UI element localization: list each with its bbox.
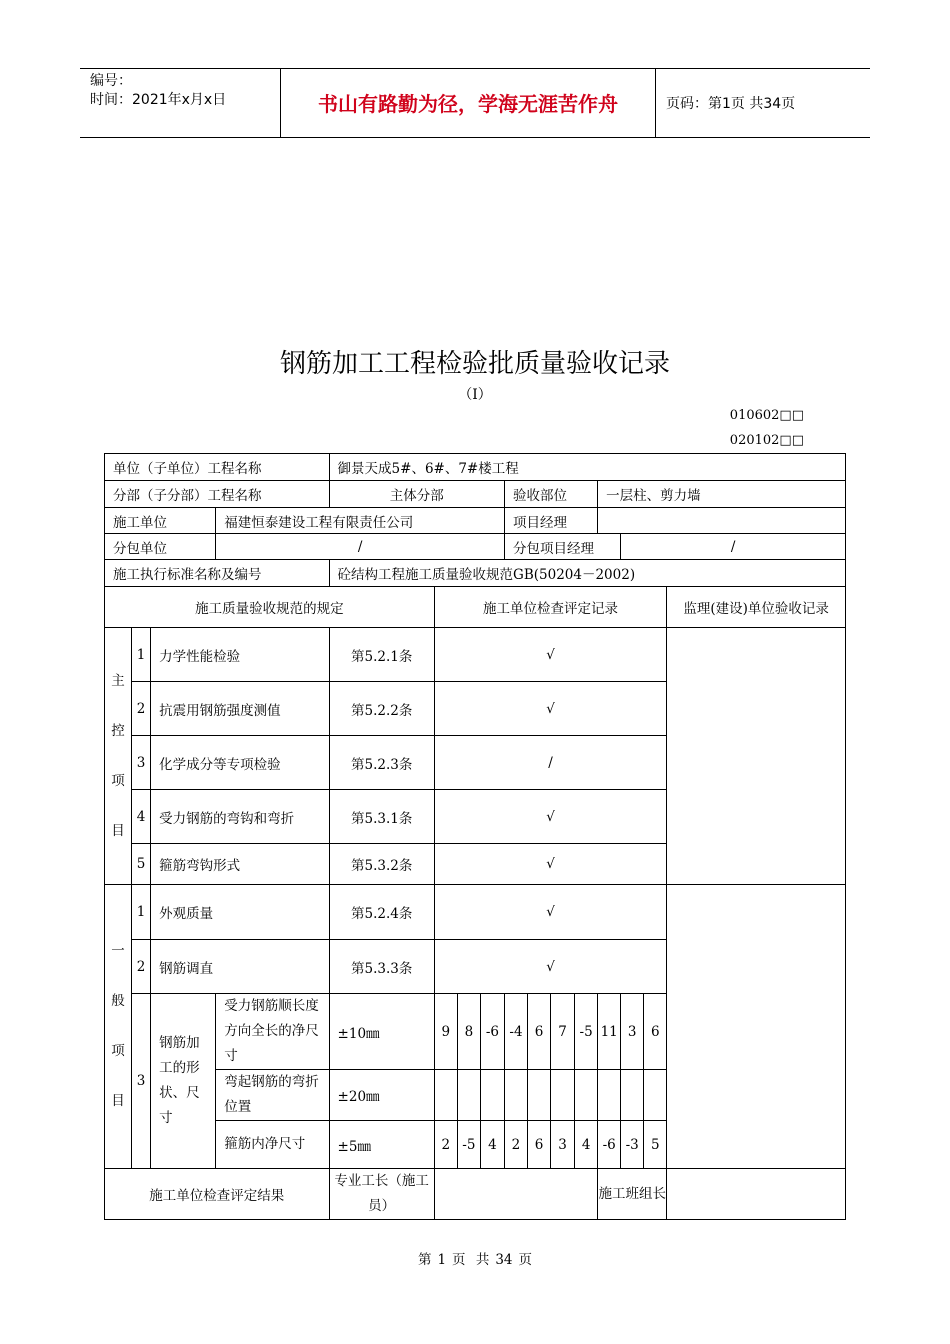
col-supervision-header: 监理(建设)单位验收记录 [667, 587, 846, 628]
item-result: √ [434, 844, 666, 885]
sub-label: 分部（子分部）工程名称 [105, 481, 330, 508]
item-clause: 第5.2.3条 [329, 736, 434, 790]
dimension-tolerance: ±20㎜ [329, 1070, 434, 1121]
result-row [105, 1169, 846, 1220]
unit-label: 单位（子单位）工程名称 [105, 454, 330, 481]
row-contractor [105, 508, 846, 534]
sub-pm-value: / [621, 534, 846, 560]
item-name: 力学性能检验 [151, 628, 329, 682]
measure-cell: 2 [434, 1121, 457, 1169]
document-title: 钢筋加工工程检验批质量验收记录 [279, 349, 670, 379]
measure-cell: 5 [644, 1121, 667, 1169]
item-name: 化学成分等专项检验 [151, 736, 329, 790]
item-clause: 第5.2.1条 [329, 628, 434, 682]
item-result: / [434, 736, 666, 790]
subcontractor-value: / [216, 534, 505, 560]
team-leader-label: 施工班组长 [598, 1169, 667, 1220]
measure-cell [598, 1070, 621, 1121]
measure-cell [504, 1070, 527, 1121]
measure-cell [434, 1070, 457, 1121]
measure-cell [644, 1070, 667, 1121]
measure-cell: 7 [551, 994, 575, 1070]
measure-cell [575, 1070, 598, 1121]
measure-cell: -5 [457, 1121, 480, 1169]
main-control-label: 主 控 项 目 [105, 628, 132, 885]
item-no: 4 [132, 790, 151, 844]
inspection-table [104, 453, 846, 1220]
document-subtitle: （Ⅰ） [458, 387, 492, 403]
item-result: √ [434, 790, 666, 844]
pm-label: 项目经理 [504, 508, 597, 534]
measure-cell: 4 [480, 1121, 504, 1169]
item-no: 3 [132, 736, 151, 790]
item-clause: 第5.2.4条 [329, 885, 434, 940]
header-meta [80, 69, 280, 137]
measure-cell [621, 1070, 644, 1121]
measure-cell [457, 1070, 480, 1121]
item-no: 2 [132, 682, 151, 736]
measure-cell: 2 [504, 1121, 527, 1169]
number-label: 编号： [90, 73, 132, 89]
sub-pm-label: 分包项目经理 [504, 534, 620, 560]
item-name: 箍筋弯钩形式 [151, 844, 329, 885]
contractor-value: 福建恒泰建设工程有限责任公司 [216, 508, 505, 534]
general-supervision [667, 885, 846, 1169]
row-subcontractor [105, 534, 846, 560]
measure-cell: 3 [621, 994, 644, 1070]
dimension-desc: 箍筋内净尺寸 [216, 1121, 329, 1169]
measure-cell: -4 [504, 994, 527, 1070]
dimension-tolerance: ±5㎜ [329, 1121, 434, 1169]
col-check-header: 施工单位检查评定记录 [434, 587, 666, 628]
item-clause: 第5.3.2条 [329, 844, 434, 885]
item-name: 外观质量 [151, 885, 329, 940]
doc-code-1: 010602□□ [729, 408, 804, 423]
footer-page-total: 34 [495, 1252, 513, 1268]
measure-cell: 4 [575, 1121, 598, 1169]
foreman-label: 专业工长（施工员） [329, 1169, 434, 1220]
item-name: 受力钢筋的弯钩和弯折 [151, 790, 329, 844]
measure-cell: -3 [621, 1121, 644, 1169]
pm-value [598, 508, 846, 534]
general-label: 一 般 项 目 [105, 885, 132, 1169]
col-spec-header: 施工质量验收规范的规定 [105, 587, 435, 628]
item-result: √ [434, 628, 666, 682]
footer-page-number: 1 [437, 1252, 447, 1268]
measure-cell [528, 1070, 551, 1121]
row-unit [105, 454, 846, 481]
measure-cell: -6 [480, 994, 504, 1070]
item3-name: 钢筋加工的形状、尺寸 [151, 994, 216, 1169]
standard-value: 砼结构工程施工质量验收规范GB(50204－2002) [329, 560, 845, 587]
unit-value: 御景天成5#、6#、7#楼工程 [329, 454, 845, 481]
measure-cell [551, 1070, 575, 1121]
measure-cell: -6 [598, 1121, 621, 1169]
time-label: 时间：2021年x月x日 [90, 92, 227, 108]
page-info: 页码：第1页 共34页 [666, 96, 796, 112]
item-result: √ [434, 940, 666, 994]
dimension-desc: 弯起钢筋的弯折位置 [216, 1070, 329, 1121]
measure-cell: 11 [598, 994, 621, 1070]
measure-cell: 6 [528, 994, 551, 1070]
row-subdivision [105, 481, 846, 508]
item-no: 5 [132, 844, 151, 885]
doc-code-2: 020102□□ [729, 433, 804, 448]
measure-cell: -5 [575, 994, 598, 1070]
measure-cell: 6 [644, 994, 667, 1070]
motto: 书山有路勤为径，学海无涯苦作舟 [280, 69, 656, 137]
page-header [80, 68, 870, 138]
result-label: 施工单位检查评定结果 [105, 1169, 330, 1220]
item-result: √ [434, 682, 666, 736]
accept-part-label: 验收部位 [504, 481, 597, 508]
measure-cell: 6 [528, 1121, 551, 1169]
main-control-supervision [667, 628, 846, 885]
measure-cell: 3 [551, 1121, 575, 1169]
team-leader-signature [667, 1169, 846, 1220]
row-standard [105, 560, 846, 587]
item-name: 钢筋调直 [151, 940, 329, 994]
item-no: 2 [132, 940, 151, 994]
measure-cell [480, 1070, 504, 1121]
item-name: 抗震用钢筋强度测值 [151, 682, 329, 736]
item-no: 1 [132, 885, 151, 940]
item-no: 3 [132, 994, 151, 1169]
page-footer: 第 1 页 共 34 页 [417, 1252, 533, 1268]
standard-label: 施工执行标准名称及编号 [105, 560, 330, 587]
measure-cell: 8 [457, 994, 480, 1070]
measure-cell: 9 [434, 994, 457, 1070]
item-clause: 第5.3.1条 [329, 790, 434, 844]
row-column-headers [105, 587, 846, 628]
general-row [105, 885, 846, 940]
foreman-signature [434, 1169, 597, 1220]
sub-value: 主体分部 [329, 481, 504, 508]
dimension-desc: 受力钢筋顺长度方向全长的净尺寸 [216, 994, 329, 1070]
contractor-label: 施工单位 [105, 508, 216, 534]
main-control-row [105, 628, 846, 682]
subcontractor-label: 分包单位 [105, 534, 216, 560]
item-clause: 第5.3.3条 [329, 940, 434, 994]
item-no: 1 [132, 628, 151, 682]
item-result: √ [434, 885, 666, 940]
item-clause: 第5.2.2条 [329, 682, 434, 736]
accept-part-value: 一层柱、剪力墙 [598, 481, 846, 508]
dimension-tolerance: ±10㎜ [329, 994, 434, 1070]
